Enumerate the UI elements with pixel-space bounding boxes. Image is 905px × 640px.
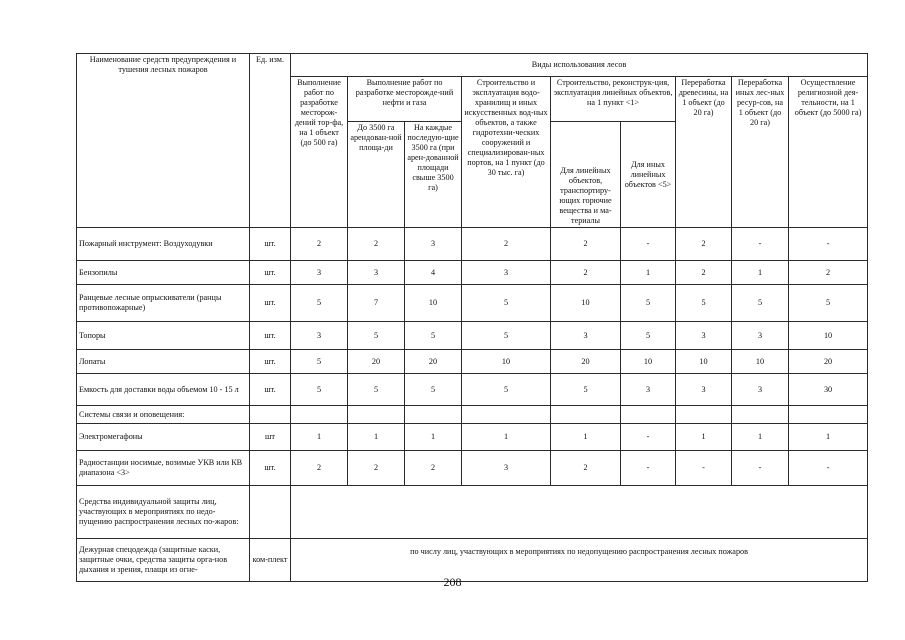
value-cell: 1	[551, 424, 621, 451]
value-cell: 10	[621, 350, 676, 374]
header-other-resources: Переработка иных лес-ных ресур-сов, на 1 объект (до 20 га)	[732, 77, 789, 228]
value-cell: 5	[291, 285, 348, 322]
empty-cell	[250, 406, 291, 424]
value-cell: 2	[291, 451, 348, 486]
header-row-1	[77, 54, 868, 77]
row-name-cell: Электромегафоны	[77, 424, 250, 451]
value-cell: 7	[348, 285, 405, 322]
empty-cell	[405, 406, 462, 424]
empty-cell	[462, 406, 551, 424]
value-cell: 20	[551, 350, 621, 374]
value-cell: -	[789, 228, 868, 261]
value-cell: 20	[789, 350, 868, 374]
value-cell: 10	[551, 285, 621, 322]
row-name-cell: Бензопилы	[77, 261, 250, 285]
quantity-note: по числу лиц, участвующих в мероприятиях по недопущению распространения лесных пожаров	[291, 539, 868, 582]
table-row	[77, 451, 868, 486]
value-cell: 2	[551, 228, 621, 261]
table-row	[77, 261, 868, 285]
header-oil-gas-up-to-3500: До 3500 га арендован-ной площа-ди	[348, 122, 405, 228]
value-cell: 10	[732, 350, 789, 374]
value-cell: 5	[405, 322, 462, 350]
value-cell: -	[621, 228, 676, 261]
value-cell: -	[621, 424, 676, 451]
value-cell: 1	[348, 424, 405, 451]
value-cell: 2	[676, 261, 732, 285]
page-number: 208	[443, 575, 462, 589]
value-cell: -	[676, 451, 732, 486]
value-cell: 5	[291, 374, 348, 406]
header-reservoirs: Строительство и эксплуатация водо-хранилищ и иных искусственных вод-ных объектов, а также гидротехни-ческих сооружений и специализирован-ных портов, на 1 пункт (до 30 тыс. га)	[462, 77, 551, 228]
table-row	[77, 228, 868, 261]
header-religious: Осуществление религиозной дея-тельности, на 1 объект (до 5000 га)	[789, 77, 868, 228]
row-name-cell: Топоры	[77, 322, 250, 350]
row-name-cell: Емкость для доставки воды объемом 10 - 15 л	[77, 374, 250, 406]
value-cell: 2	[462, 228, 551, 261]
row-name-cell: Пожарный инструмент: Воздуходувки	[77, 228, 250, 261]
empty-cell	[250, 486, 291, 539]
value-cell: 5	[732, 285, 789, 322]
norms-table	[76, 53, 868, 582]
row-name-cell: Дежурная спецодежда (защитные каски, защитные очки, средства защиты орга-нов дыхания и зрения, плащи из огне-	[77, 539, 250, 582]
empty-cell	[551, 406, 621, 424]
value-cell: 3	[732, 322, 789, 350]
value-cell: 2	[348, 228, 405, 261]
value-cell: 3	[405, 228, 462, 261]
table-row	[77, 322, 868, 350]
value-cell: 1	[676, 424, 732, 451]
header-linear: Строительство, реконструк-ция, эксплуатация линейных объектов, на 1 пункт <1>	[551, 77, 676, 122]
value-cell: 1	[789, 424, 868, 451]
header-unit-column: Ед. изм.	[250, 54, 291, 228]
row-unit-cell: шт.	[250, 285, 291, 322]
section-row-communications	[77, 406, 868, 424]
table-row	[77, 350, 868, 374]
value-cell: 10	[462, 350, 551, 374]
value-cell: 3	[676, 374, 732, 406]
value-cell: 30	[789, 374, 868, 406]
value-cell: -	[732, 228, 789, 261]
value-cell: 1	[732, 261, 789, 285]
value-cell: 3	[462, 261, 551, 285]
value-cell: 5	[551, 374, 621, 406]
value-cell: 20	[348, 350, 405, 374]
value-cell: 10	[405, 285, 462, 322]
table-row	[77, 424, 868, 451]
header-linear-other: Для иных линейных объектов <5>	[621, 122, 676, 228]
value-cell: 5	[348, 322, 405, 350]
value-cell: 1	[462, 424, 551, 451]
value-cell: 1	[405, 424, 462, 451]
header-oil-gas: Выполнение работ по разработке месторожде-ний нефти и газа	[348, 77, 462, 122]
value-cell: 2	[551, 261, 621, 285]
row-unit-cell: шт.	[250, 374, 291, 406]
value-cell: 5	[621, 285, 676, 322]
header-name-column: Наименование средств предупреждения и тушения лесных пожаров	[77, 54, 250, 228]
value-cell: 5	[348, 374, 405, 406]
section-heading: Системы связи и оповещения:	[77, 406, 250, 424]
value-cell: 3	[291, 322, 348, 350]
value-cell: 5	[462, 374, 551, 406]
row-name-cell: Радиостанции носимые, возимые УКВ или КВ диапазона <3>	[77, 451, 250, 486]
empty-cell	[621, 406, 676, 424]
row-unit-cell: шт.	[250, 228, 291, 261]
value-cell: 10	[676, 350, 732, 374]
value-cell: -	[789, 451, 868, 486]
value-cell: 3	[676, 322, 732, 350]
value-cell: 1	[291, 424, 348, 451]
value-cell: 1	[732, 424, 789, 451]
table-row	[77, 374, 868, 406]
value-cell: 3	[732, 374, 789, 406]
value-cell: 5	[621, 322, 676, 350]
value-cell: 5	[291, 350, 348, 374]
value-cell: 3	[348, 261, 405, 285]
header-oil-gas-each-next: На каждые последую-щие 3500 га (при арен-дованной площади свыше 3500 га)	[405, 122, 462, 228]
value-cell: 3	[621, 374, 676, 406]
section-heading: Средства индивидуальной защиты лиц, участвующих в мероприятиях по недо-пущению распространения лесных по-жаров:	[77, 486, 250, 539]
value-cell: -	[732, 451, 789, 486]
value-cell: 2	[551, 451, 621, 486]
empty-cell	[348, 406, 405, 424]
value-cell: 5	[676, 285, 732, 322]
header-uses-title: Виды использования лесов	[291, 54, 868, 77]
row-unit-cell: шт.	[250, 451, 291, 486]
value-cell: 5	[789, 285, 868, 322]
value-cell: 4	[405, 261, 462, 285]
value-cell: -	[621, 451, 676, 486]
row-name-cell: Лопаты	[77, 350, 250, 374]
value-cell: 5	[405, 374, 462, 406]
empty-cell	[291, 406, 348, 424]
value-cell: 2	[348, 451, 405, 486]
value-cell: 10	[789, 322, 868, 350]
empty-merged-cell	[291, 486, 868, 539]
value-cell: 2	[789, 261, 868, 285]
value-cell: 3	[462, 451, 551, 486]
empty-cell	[732, 406, 789, 424]
empty-cell	[789, 406, 868, 424]
row-unit-cell: шт.	[250, 350, 291, 374]
row-unit-cell: шт.	[250, 322, 291, 350]
row-unit-cell: шт	[250, 424, 291, 451]
value-cell: 2	[676, 228, 732, 261]
value-cell: 20	[405, 350, 462, 374]
row-name-cell: Ранцевые лесные опрыскиватели (ранцы противопожарные)	[77, 285, 250, 322]
section-row-ppe	[77, 486, 868, 539]
header-linear-flammable: Для линейных объектов, транспортиру-ющих горючие вещества и ма-териалы	[551, 122, 621, 228]
header-wood-processing: Переработка древесины, на 1 объект (до 20 га)	[676, 77, 732, 228]
value-cell: 2	[291, 228, 348, 261]
header-peat: Выполнение работ по разработке месторож-дений тор-фа, на 1 объект (до 500 га)	[291, 77, 348, 228]
row-unit-cell: шт.	[250, 261, 291, 285]
value-cell: 3	[291, 261, 348, 285]
value-cell: 1	[621, 261, 676, 285]
value-cell: 5	[462, 285, 551, 322]
value-cell: 5	[462, 322, 551, 350]
value-cell: 2	[405, 451, 462, 486]
table-row	[77, 285, 868, 322]
row-unit-cell: ком-плект	[250, 539, 291, 582]
value-cell: 3	[551, 322, 621, 350]
empty-cell	[676, 406, 732, 424]
